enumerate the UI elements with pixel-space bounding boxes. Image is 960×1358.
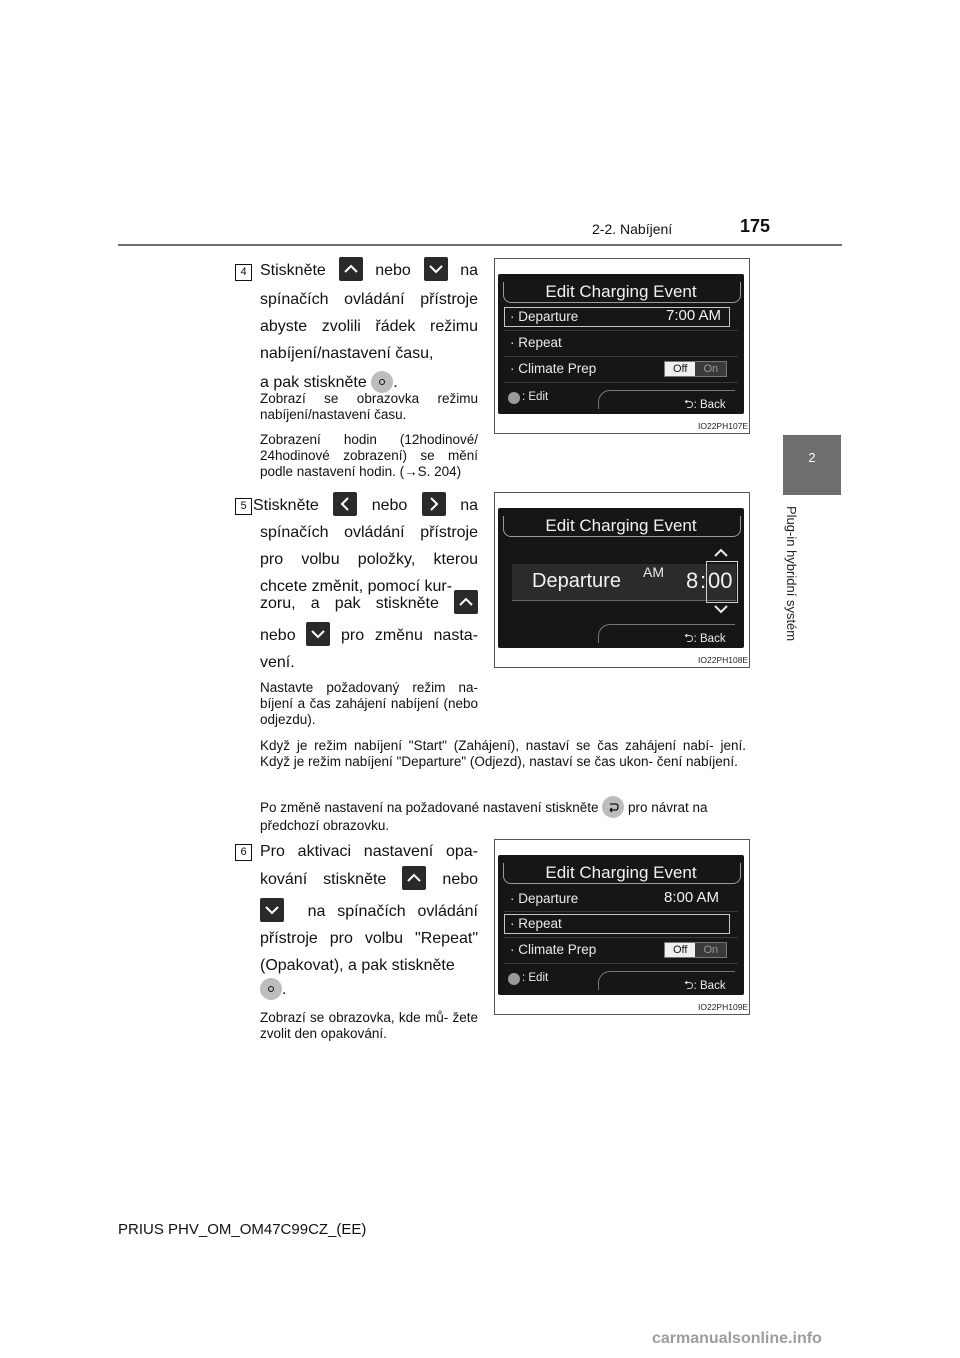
step-5-text: Stiskněte nebo na: [253, 492, 478, 519]
footer-edit: : Edit: [522, 972, 549, 984]
screen-figure-3: [494, 839, 750, 1015]
screen-title: Edit Charging Event: [545, 282, 697, 301]
back-button-icon: [602, 796, 624, 818]
row-repeat: · Repeat: [510, 916, 562, 931]
section-title: 2-2. Nabíjení: [592, 221, 673, 237]
step-5-note-3: Po změně nastavení na požadované nastavení stiskněte pro návrat na předchozí obrazovku.: [260, 796, 746, 834]
row-departure: · Departure: [510, 891, 579, 906]
figure-caption: IO22PH107E: [698, 421, 749, 431]
chapter-title: Plug-in hybridní systém: [784, 506, 799, 642]
display-screen: [498, 855, 744, 995]
watermark: carmanualsonline.info: [652, 1330, 822, 1347]
header-rule: [118, 244, 842, 246]
ok-button-icon: [260, 978, 282, 1000]
departure-label: Departure: [532, 570, 621, 592]
chevron-up-icon: [402, 866, 426, 890]
ampm-label: AM: [643, 564, 664, 580]
chevron-down-icon: [713, 604, 729, 614]
departure-time: 8:00 AM: [664, 889, 720, 906]
document-code: PRIUS PHV_OM_OM47C99CZ_(EE): [118, 1221, 367, 1238]
figure-caption: IO22PH108E: [698, 655, 749, 665]
chevron-up-icon: [339, 257, 363, 281]
chapter-tab: [783, 435, 841, 495]
footer-edit: : Edit: [522, 391, 549, 403]
step-6-text: Pro aktivaci nastavení opa-: [260, 843, 478, 860]
footer-back: ⮌: Back: [684, 397, 726, 411]
step-number: 6: [235, 844, 252, 861]
footer-back: ⮌: Back: [684, 978, 726, 992]
chevron-down-icon: [424, 257, 448, 281]
step-5-note-2: Když je režim nabíjení "Start" (Zahájení), nastaví se čas zahájení nabí- jení. Když je režim nabíjení "Departure" (Odjezd), nastaví se čas ukon- čení nabíjení.: [260, 738, 746, 769]
display-screen: Edit Charging Event Departure AM 8 : 00 ⮌: Back: [498, 508, 744, 648]
row-climate-prep: · Climate Prep: [510, 361, 597, 376]
screen-title: Edit Charging Event: [545, 516, 697, 535]
knob-icon: [508, 392, 520, 404]
step-4-text: Stiskněte nebo na spínačích ovládání přístroje abyste zvolili řádek režimu nabíjení/nastavení času, a pak stiskněte .: [260, 257, 478, 396]
chevron-right-icon: [422, 492, 446, 516]
step-5-text-cont: spínačích ovládání přístroje pro volbu položky, kterou chcete změnit, pomocí kur-: [260, 524, 478, 595]
screen-title: Edit Charging Event: [545, 863, 697, 882]
footer-back: ⮌: Back: [684, 631, 726, 645]
display-screen: [498, 274, 744, 414]
knob-icon: [508, 973, 520, 985]
page-number: 175: [740, 216, 771, 236]
figure-caption: IO22PH109E: [698, 1002, 749, 1012]
chapter-number: 2: [808, 450, 816, 465]
step-5-note-1: Nastavte požadovaný režim na- bíjení a čas zahájení nabíjení (nebo odjezdu).: [260, 680, 478, 727]
step-4-note-1: Zobrazí se obrazovka režimu nabíjení/nastavení času.: [260, 391, 478, 422]
climate-toggle: Off On: [664, 942, 727, 958]
screen-figure-2: [494, 492, 750, 668]
row-climate-prep: · Climate Prep: [510, 942, 597, 957]
ok-button-icon: [371, 371, 393, 393]
screen-figure-1: [494, 258, 750, 434]
climate-toggle: Off On: [664, 361, 727, 377]
chevron-up-icon: [454, 590, 478, 614]
step-number: 5: [235, 498, 252, 515]
step-4-note-2: Zobrazení hodin (12hodinové/ 24hodinové zobrazení) se mění podle nastavení hodin. (→S. 204): [260, 432, 478, 479]
chevron-up-icon: [713, 548, 729, 558]
departure-time: 7:00 AM: [666, 307, 722, 324]
chevron-down-icon: [260, 898, 284, 922]
step-number: 4: [235, 264, 252, 281]
step-6-note-1: Zobrazí se obrazovka, kde mů- žete zvolit den opakování.: [260, 1010, 478, 1041]
row-departure: · Departure: [510, 309, 579, 324]
chevron-down-icon: [306, 622, 330, 646]
row-repeat: · Repeat: [510, 335, 562, 350]
hour-value: 8: [686, 568, 699, 593]
chevron-left-icon: [333, 492, 357, 516]
minute-value: 00: [708, 568, 733, 593]
